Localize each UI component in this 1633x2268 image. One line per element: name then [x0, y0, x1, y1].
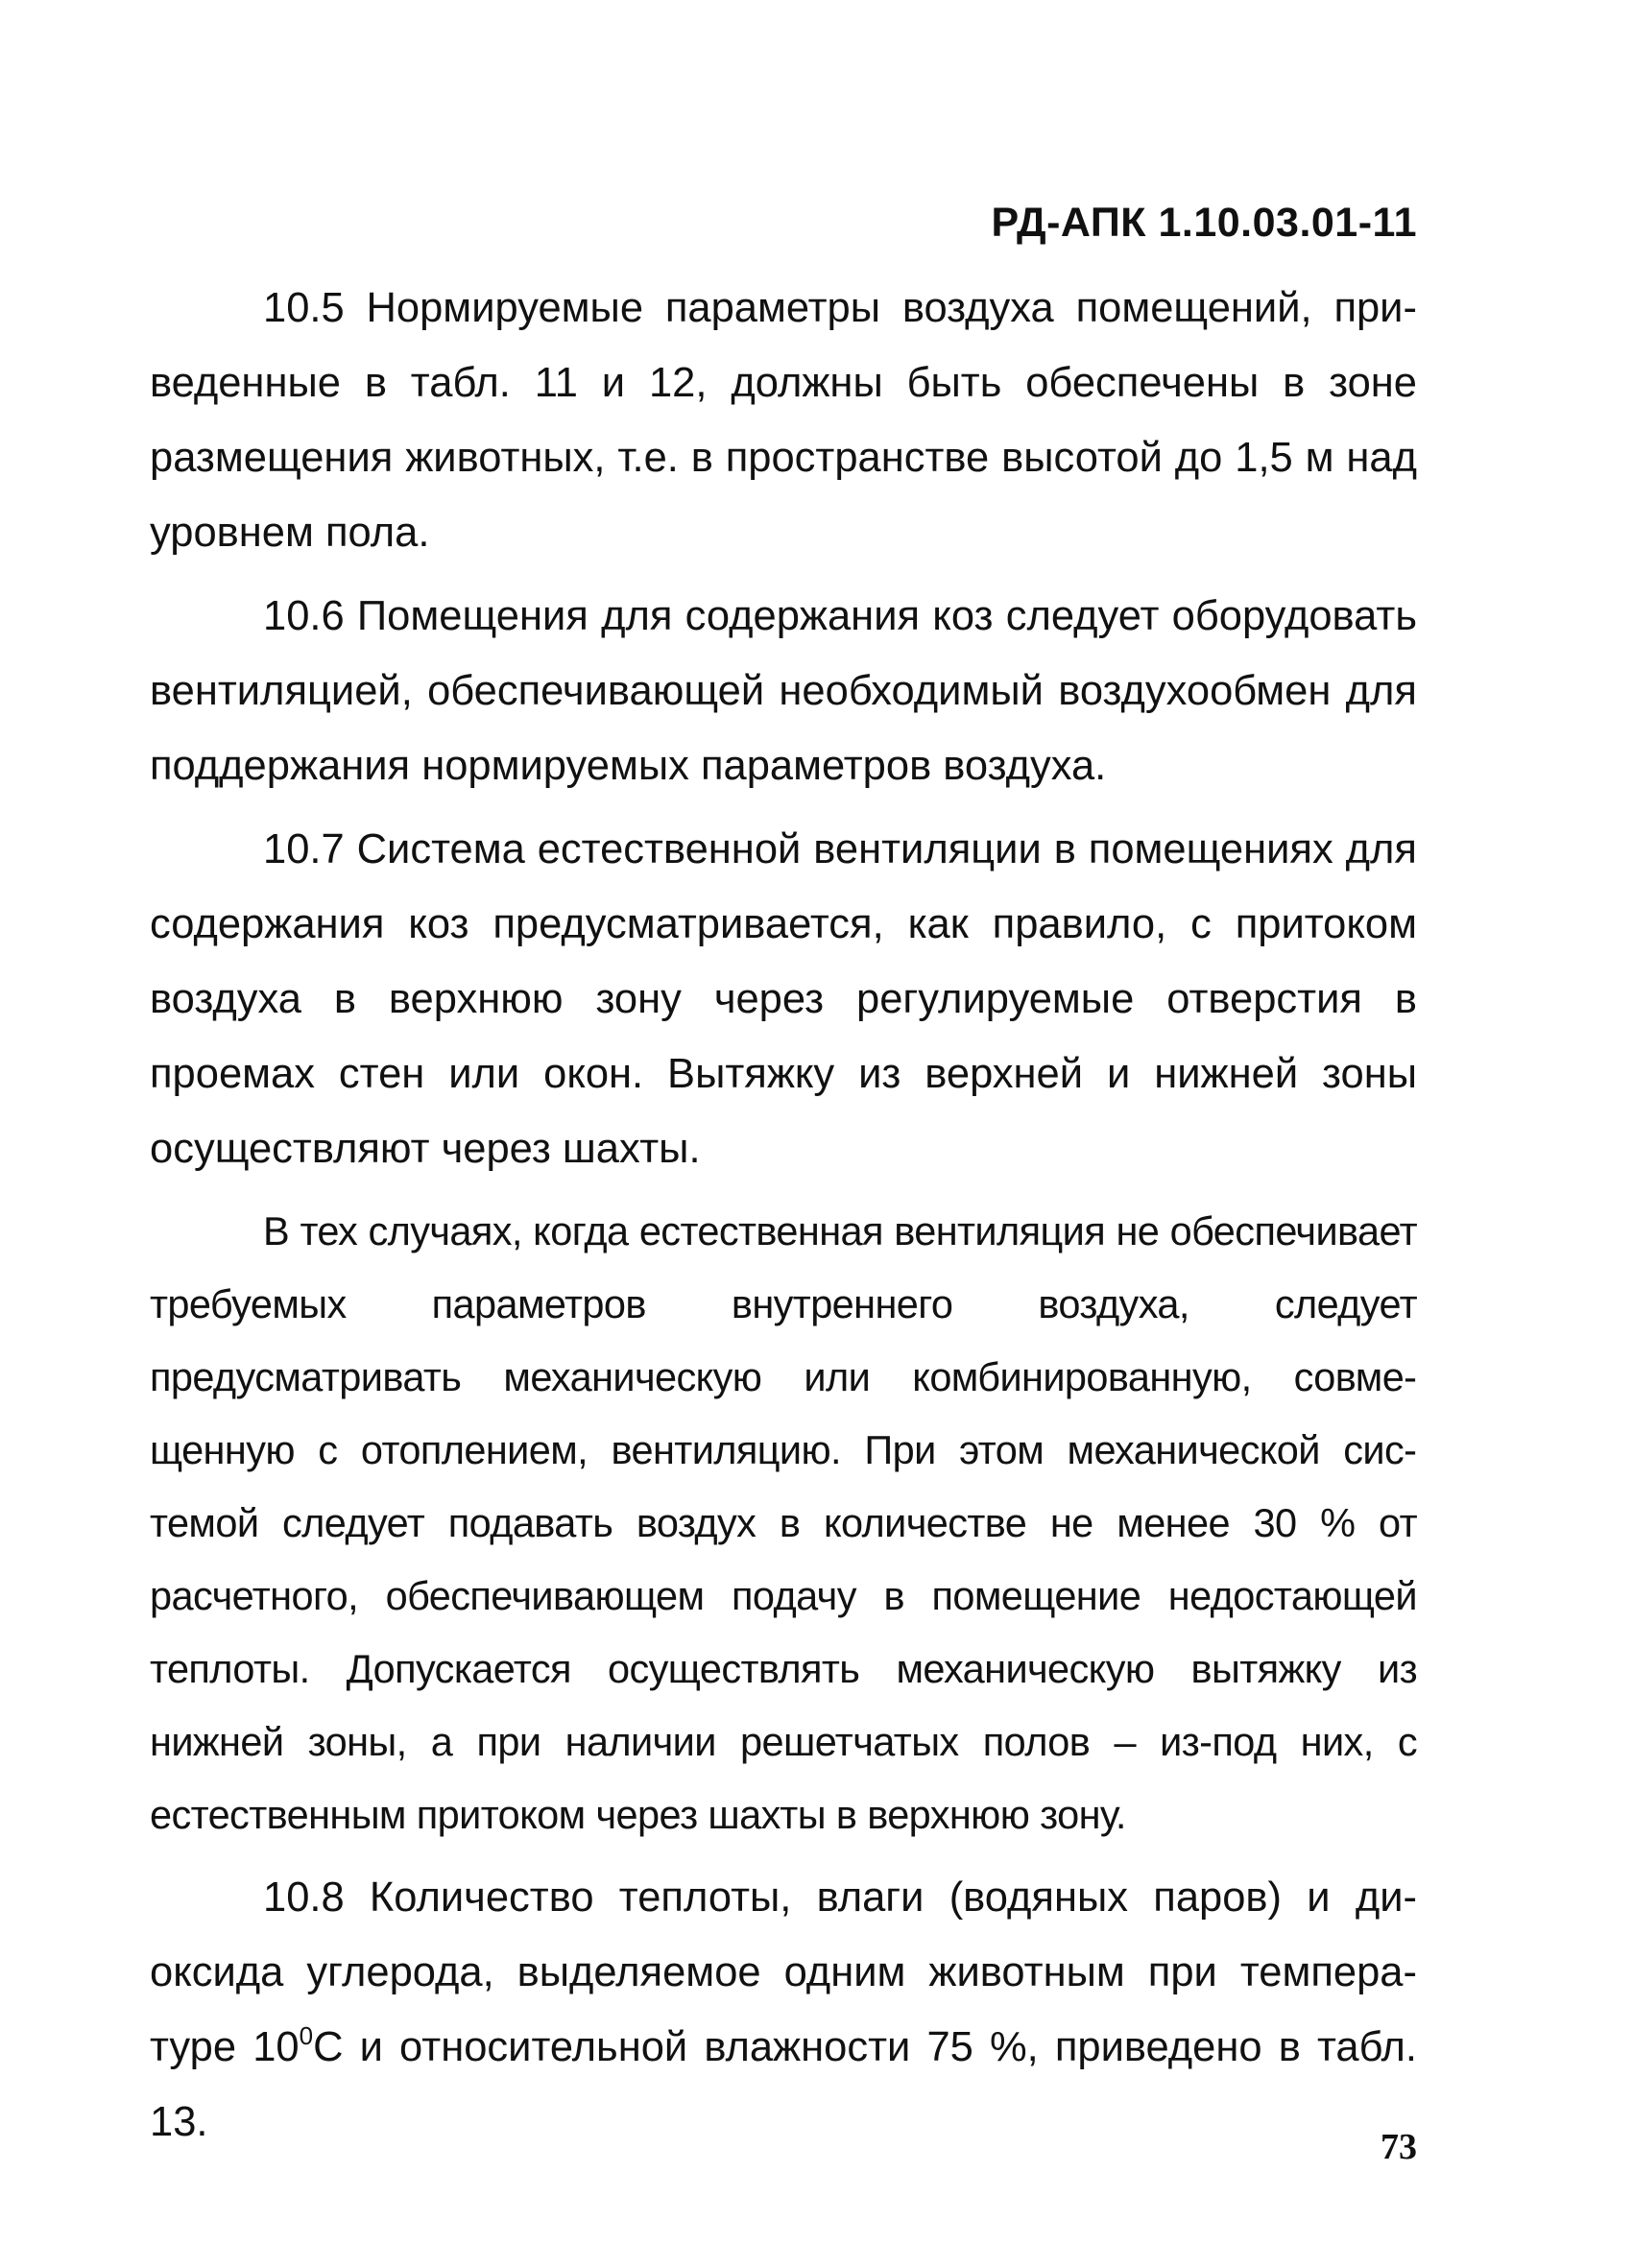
body-text — [150, 271, 1417, 2160]
paragraph-10-8 — [150, 1860, 1417, 2160]
paragraph-10-5: 10.5 Нормируемые параметры воздуха помещений, приведенные в табл. 11 и 12, должны быть обеспечены в зоне размещения животных, т.е. в пространстве высотой до 1,5 м над уровнем пола. — [150, 285, 1417, 556]
paragraph-10-6: 10.6 Помещения для содержания коз следует оборудовать вентиляцией, обеспечивающей необходимый воздухообмен для поддержания нормируемых параметров воздуха. — [150, 593, 1417, 789]
paragraph-10-8-text-end: С и относительной влажности 75 %, приведено в табл. 13. — [150, 2024, 1417, 2145]
paragraph-10-7: 10.7 Система естественной вентиляции в помещениях для содержания коз предусматривается, как правило, с притоком воздуха в верхнюю зону через регулируемые отверстия в проемах стен или окон. Вытяжку из верхней и нижней зоны осуществляют через шахты. — [150, 826, 1417, 1172]
page-number: 73 — [1381, 2127, 1417, 2167]
paragraph-mechanical-ventilation: В тех случаях, когда естественная вентиляция не обеспечивает требуемых параметров внутреннего воздуха, следует предусматривать механическую или комбинированную, совмещенную с отоплением, вентиляцию. При этом механической системой следует подавать воздух в количестве не менее 30 % от расчетного, обеспечивающем подачу в помещение недостающей теплоты. Допускается осуществлять механическую вытяжку из нижней зоны, а при наличии решетчатых полов – из-под них, с естественным притоком через шахты в верхнюю зону. — [150, 1208, 1417, 1837]
degree-superscript: 0 — [299, 2021, 314, 2050]
paragraph-10-8-text-start: 10.8 Количество теплоты, влаги (водяных паров) и диоксида углерода, выделяемое одним животным при температуре 10 — [150, 1874, 1417, 2070]
document-code: РД-АПК 1.10.03.01-11 — [991, 200, 1417, 246]
